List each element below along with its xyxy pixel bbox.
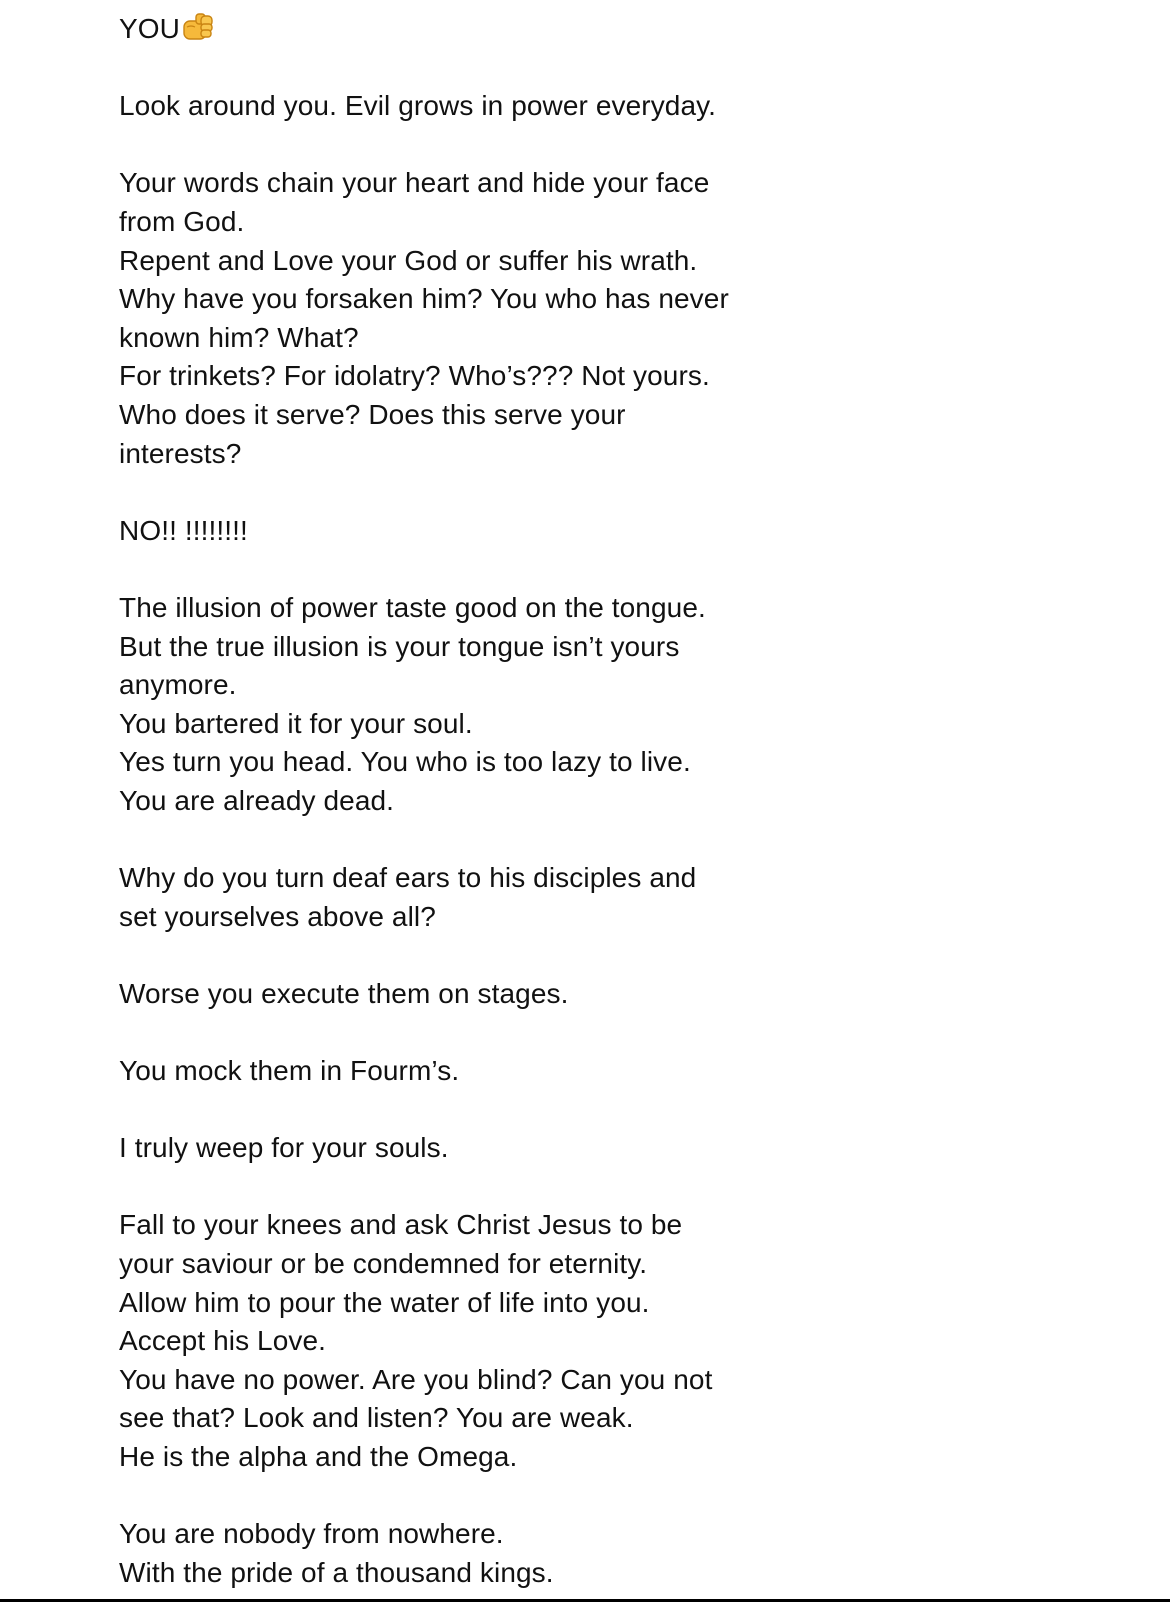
text-line: from God.	[119, 205, 245, 237]
text-line: anymore.	[119, 669, 237, 701]
text-line: Yes turn you head. You who is too lazy to live.	[119, 746, 691, 778]
text-line: I truly weep for your souls.	[119, 1132, 449, 1164]
text-line: Fall to your knees and ask Christ Jesus to be	[119, 1209, 683, 1241]
text-line: Worse you execute them on stages.	[119, 977, 569, 1009]
text-line: The illusion of power taste good on the tongue.	[119, 591, 706, 623]
blank-line	[119, 1013, 799, 1052]
text-line: You are nobody from nowhere.	[119, 1518, 504, 1550]
fist-bump-icon	[181, 11, 215, 43]
note-title: YOU	[119, 13, 180, 44]
text-line: With the pride of a thousand kings.	[119, 1556, 554, 1588]
blank-line	[119, 49, 799, 88]
text-line: see that? Look and listen? You are weak.	[119, 1402, 634, 1434]
text-line: NO!! !!!!!!!!	[119, 514, 248, 546]
text-line: Repent and Love your God or suffer his wrath.	[119, 244, 698, 276]
text-line: You bartered it for your soul.	[119, 707, 473, 739]
text-line: He is the alpha and the Omega.	[119, 1440, 518, 1472]
text-line: Why have you forsaken him? You who has never	[119, 283, 729, 315]
text-line: Allow him to pour the water of life into you.	[119, 1286, 650, 1318]
note-title-line	[119, 10, 799, 49]
blank-line	[119, 820, 799, 859]
text-line: For trinkets? For idolatry? Who’s??? Not yours.	[119, 360, 710, 392]
text-line: known him? What?	[119, 321, 359, 353]
text-line: Accept his Love.	[119, 1325, 327, 1357]
note-lines	[119, 49, 799, 1593]
text-line: Who does it serve? Does this serve your	[119, 398, 626, 430]
blank-line	[119, 126, 799, 165]
text-line: You have no power. Are you blind? Can you not	[119, 1363, 713, 1395]
blank-line	[119, 473, 799, 512]
blank-line	[119, 1091, 799, 1130]
text-line: Why do you turn deaf ears to his disciples and	[119, 862, 697, 894]
note-body	[119, 10, 799, 1592]
blank-line	[119, 1168, 799, 1207]
text-line: But the true illusion is your tongue isn’t yours	[119, 630, 680, 662]
text-line: your saviour or be condemned for eternity.	[119, 1248, 648, 1279]
text-line: Your words chain your heart and hide your face	[119, 167, 710, 199]
blank-line	[119, 936, 799, 975]
blank-line	[119, 550, 799, 589]
text-line: Look around you. Evil grows in power everyday.	[119, 90, 717, 122]
blank-line	[119, 1477, 799, 1516]
text-line: You are already dead.	[119, 784, 395, 816]
text-line: interests?	[119, 437, 242, 469]
text-line: You mock them in Fourm’s.	[119, 1055, 460, 1087]
text-line: set yourselves above all?	[119, 900, 436, 932]
